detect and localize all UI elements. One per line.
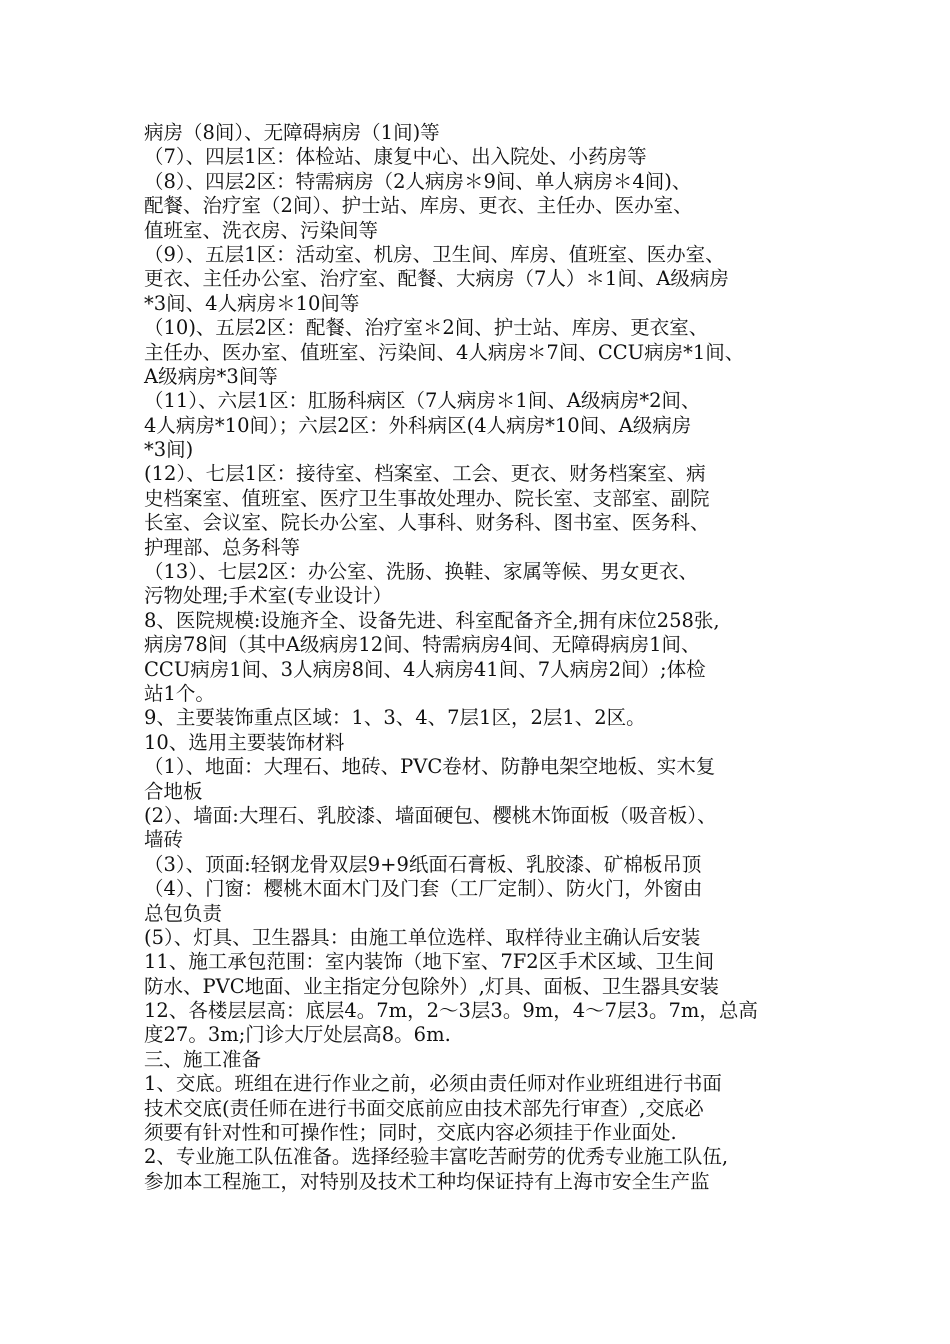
text-line: 主任办、医办室、值班室、污染间、4人病房＊7间、CCU病房*1间、	[144, 340, 745, 364]
text-line: （9）、五层1区：活动室、机房、卫生间、库房、值班室、医办室、	[144, 242, 725, 266]
text-line: 病房（8间）、无障碍病房（1间)等	[144, 121, 440, 144]
document-body	[144, 121, 824, 1194]
text-line: （11）、六层1区：肛肠科病区（7人病房＊1间、A级病房*2间、	[144, 389, 701, 413]
text-line: 防水、PVC地面、业主指定分包除外）,灯具、面板、卫生器具安装	[144, 974, 719, 998]
text-line: 11、施工承包范围：室内装饰（地下室、7F2区手术区域、卫生间	[144, 950, 715, 974]
text-line: （8）、四层2区：特需病房（2人病房＊9间、单人病房＊4间)、	[144, 169, 692, 193]
section-heading: 三、施工准备	[144, 1047, 262, 1071]
text-line: CCU病房1间、3人病房8间、4人病房41间、7人病房2间）;体检	[144, 657, 706, 681]
text-line: （7）、四层1区：体检站、康复中心、出入院处、小药房等	[144, 145, 647, 169]
text-line: （4）、门窗：樱桃木面木门及门套（工厂定制）、防火门，外窗由	[144, 877, 703, 901]
text-line: 护理部、总务科等	[144, 535, 301, 559]
text-line: 度27。3m;门诊大厅处层高8。6m.	[144, 1023, 451, 1047]
text-line: 史档案室、值班室、医疗卫生事故处理办、院长室、支部室、副院	[144, 486, 710, 510]
text-line: 1、交底。班组在进行作业之前，必须由责任师对作业班组进行书面	[144, 1072, 722, 1096]
text-line: (2）、墙面:大理石、乳胶漆、墙面硬包、樱桃木饰面板（吸音板）、	[144, 803, 717, 827]
text-line: 配餐、治疗室（2间）、护士站、库房、更衣、主任办、医办室、	[144, 194, 693, 218]
text-line: （3）、顶面:轻钢龙骨双层9+9纸面石膏板、乳胶漆、矿棉板吊顶	[144, 852, 702, 876]
text-line: 合地板	[144, 779, 203, 803]
text-line: *3间、4人病房＊10间等	[144, 291, 360, 315]
text-line: 8、医院规模:设施齐全、设备先进、科室配备齐全,拥有床位258张,	[144, 608, 720, 632]
text-line: 12、各楼层层高：底层4。7m，2～3层3。9m，4～7层3。7m，总高	[144, 999, 758, 1023]
text-line: 须要有针对性和可操作性；同时，交底内容必须挂于作业面处.	[144, 1121, 677, 1145]
text-line: (12）、七层1区：接待室、档案室、工会、更衣、财务档案室、病	[144, 462, 706, 486]
text-line: 9、主要装饰重点区域：1、3、4、7层1区，2层1、2区。	[144, 706, 646, 730]
text-line: 总包负责	[144, 901, 223, 925]
text-line: 站1个。	[144, 681, 215, 705]
text-line: 2、专业施工队伍准备。选择经验丰富吃苦耐劳的优秀专业施工队伍,	[144, 1145, 729, 1169]
text-line: 技术交底(责任师在进行书面交底前应由技术部先行审查）,交底必	[144, 1096, 704, 1120]
text-line: 4人病房*10间）；六层2区：外科病区(4人病房*10间、A级病房	[144, 413, 692, 437]
text-line: 墙砖	[144, 828, 184, 852]
text-line: 污物处理;手术室(专业设计）	[144, 584, 393, 608]
text-line: 参加本工程施工，对特别及技术工种均保证持有上海市安全生产监	[144, 1169, 710, 1193]
text-line: 值班室、洗衣房、污染间等	[144, 218, 379, 242]
text-line: （13）、七层2区：办公室、洗肠、换鞋、家属等候、男女更衣、	[144, 560, 698, 584]
text-line: *3间)	[144, 438, 194, 462]
text-line: A级病房*3间等	[144, 364, 278, 388]
text-line: (5）、灯具、卫生器具：由施工单位选样、取样待业主确认后安装	[144, 925, 701, 949]
text-line: （10)、五层2区：配餐、治疗室＊2间、护士站、库房、更衣室、	[144, 316, 709, 340]
text-line: 更衣、主任办公室、治疗室、配餐、大病房（7人）＊1间、A级病房	[144, 267, 729, 291]
text-line: （1）、地面：大理石、地砖、PVC卷材、防静电架空地板、实木复	[144, 755, 716, 779]
text-line: 长室、会议室、院长办公室、人事科、财务科、图书室、医务科、	[144, 511, 710, 535]
text-line: 病房78间（其中A级病房12间、特需病房4间、无障碍病房1间、	[144, 633, 701, 657]
section-heading: 10、选用主要装饰材料	[144, 730, 345, 754]
